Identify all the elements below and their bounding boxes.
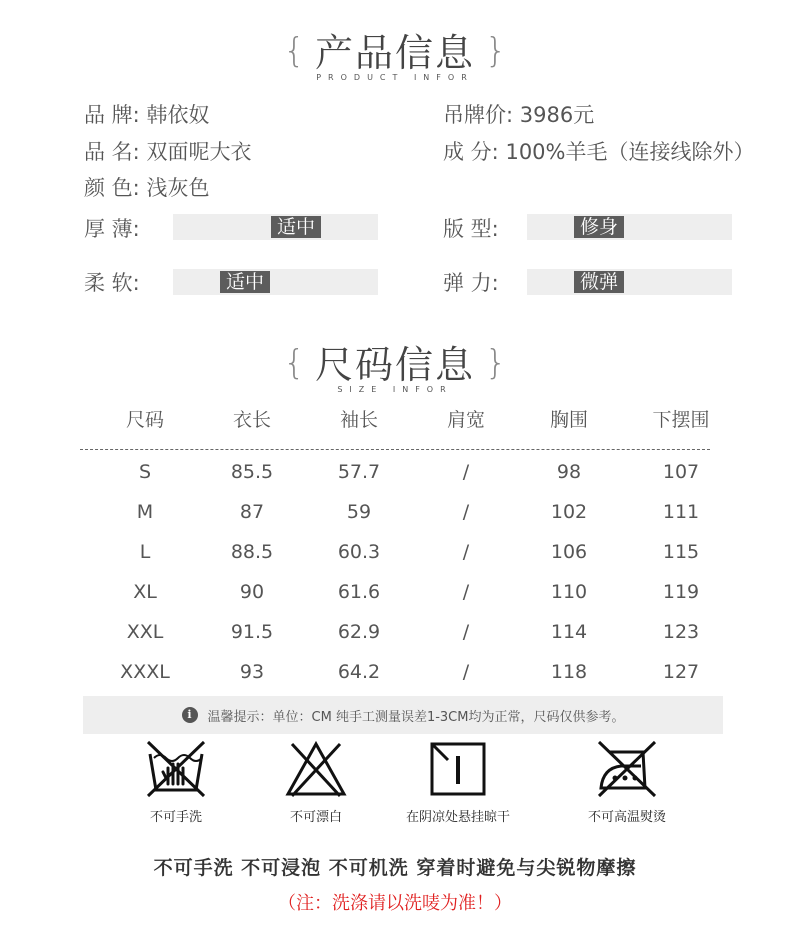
care-item-no-high-temp-iron bbox=[562, 738, 692, 825]
size-info-subtitle: SIZE INFOR bbox=[337, 385, 453, 394]
table-cell: 102 bbox=[550, 501, 588, 523]
table-cell: / bbox=[462, 461, 470, 483]
table-cell: 59 bbox=[346, 501, 372, 523]
left-brace-icon: { bbox=[283, 31, 305, 71]
brand-row bbox=[84, 99, 209, 129]
info-icon: i bbox=[182, 707, 198, 723]
brand-value: 韩依奴 bbox=[146, 103, 210, 127]
product-info-heading bbox=[0, 22, 790, 82]
tip-text: 温馨提示：单位：CM 纯手工测量误差1-3CM均为正常，尺码仅供参考。 bbox=[207, 709, 625, 725]
table-cell: / bbox=[462, 581, 470, 603]
table-cell: / bbox=[462, 661, 470, 683]
care-summary: 不可手洗 不可浸泡 不可机洗 穿着时避免与尖锐物摩擦 bbox=[153, 857, 637, 879]
table-cell: 98 bbox=[556, 461, 582, 483]
table-cell: 90 bbox=[239, 581, 265, 603]
color-label: 颜 色: bbox=[84, 176, 140, 200]
table-cell: 123 bbox=[662, 621, 700, 643]
care-item-no-hand-wash bbox=[111, 738, 241, 825]
table-cell: 91.5 bbox=[230, 621, 274, 643]
right-brace-icon: } bbox=[485, 31, 507, 71]
table-cell: 119 bbox=[662, 581, 700, 603]
color-value: 浅灰色 bbox=[146, 176, 210, 200]
elasticity-scale bbox=[527, 269, 732, 295]
care-label: 不可高温熨烫 bbox=[587, 810, 666, 825]
no-bleach-icon bbox=[284, 738, 348, 800]
product-info-subtitle: PRODUCT INFOR bbox=[316, 73, 474, 82]
table-header: 尺码 bbox=[125, 409, 164, 431]
brand-label: 品 牌: bbox=[84, 103, 140, 127]
table-cell: 93 bbox=[239, 661, 265, 683]
care-label: 不可手洗 bbox=[149, 810, 202, 825]
table-cell: 115 bbox=[662, 541, 700, 563]
table-cell: 111 bbox=[662, 501, 700, 523]
table-cell: 85.5 bbox=[230, 461, 274, 483]
price-label: 吊牌价: bbox=[443, 103, 514, 127]
table-cell: 60.3 bbox=[337, 541, 381, 563]
softness-scale bbox=[173, 269, 378, 295]
no-high-temp-iron-icon bbox=[595, 738, 659, 800]
fit-label: 版 型: bbox=[443, 217, 499, 241]
table-cell: 88.5 bbox=[230, 541, 274, 563]
size-cell-label: XXXL bbox=[120, 661, 170, 683]
table-header: 胸围 bbox=[549, 409, 588, 431]
right-brace-icon: } bbox=[485, 343, 507, 383]
size-cell-label: M bbox=[136, 501, 154, 523]
table-header: 下摆围 bbox=[652, 409, 710, 431]
measurement-tip bbox=[83, 696, 723, 734]
size-info-heading bbox=[0, 334, 790, 394]
table-cell: 118 bbox=[550, 661, 588, 683]
name-label: 品 名: bbox=[84, 140, 140, 164]
care-item-line-dry bbox=[393, 738, 523, 825]
care-label: 在阴凉处悬挂晾干 bbox=[405, 810, 510, 825]
table-cell: 107 bbox=[662, 461, 700, 483]
name-row bbox=[84, 136, 251, 166]
table-cell: 127 bbox=[662, 661, 700, 683]
softness-value-badge: 适中 bbox=[220, 271, 270, 293]
material-row bbox=[443, 136, 755, 166]
size-info-title: 尺码信息 bbox=[314, 343, 475, 387]
table-header: 衣长 bbox=[232, 409, 271, 431]
table-header: 袖长 bbox=[339, 409, 378, 431]
table-cell: / bbox=[462, 621, 470, 643]
table-cell: / bbox=[462, 541, 470, 563]
material-value: 100%羊毛（连接线除外） bbox=[505, 140, 755, 164]
size-cell-label: XL bbox=[133, 581, 157, 603]
product-info-title: 产品信息 bbox=[314, 31, 475, 75]
table-header: 肩宽 bbox=[446, 409, 485, 431]
table-cell: 114 bbox=[550, 621, 588, 643]
care-item-no-bleach bbox=[251, 738, 381, 825]
thickness-value-badge: 适中 bbox=[271, 216, 321, 238]
fit-scale bbox=[527, 214, 732, 240]
table-cell: 57.7 bbox=[337, 461, 381, 483]
no-hand-wash-icon bbox=[144, 738, 208, 800]
line-dry-in-shade-icon bbox=[426, 738, 490, 800]
table-cell: 110 bbox=[550, 581, 588, 603]
table-cell: 62.9 bbox=[337, 621, 381, 643]
left-brace-icon: { bbox=[283, 343, 305, 383]
size-cell-label: S bbox=[138, 461, 152, 483]
price-row bbox=[443, 99, 594, 129]
table-cell: 61.6 bbox=[337, 581, 381, 603]
care-note: （注：洗涤请以洗唛为准！） bbox=[278, 893, 512, 914]
size-cell-label: L bbox=[139, 541, 151, 563]
elasticity-value-badge: 微弹 bbox=[574, 271, 624, 293]
elasticity-label: 弹 力: bbox=[443, 271, 499, 295]
table-cell: 64.2 bbox=[337, 661, 381, 683]
material-label: 成 分: bbox=[443, 140, 499, 164]
thickness-scale bbox=[173, 214, 378, 240]
table-divider bbox=[80, 449, 710, 450]
size-cell-label: XXL bbox=[126, 621, 164, 643]
table-cell: 106 bbox=[550, 541, 588, 563]
table-cell: / bbox=[462, 501, 470, 523]
color-row bbox=[84, 172, 209, 202]
price-value: 3986元 bbox=[519, 103, 595, 127]
table-cell: 87 bbox=[239, 501, 265, 523]
fit-value-badge: 修身 bbox=[574, 216, 624, 238]
softness-label: 柔 软: bbox=[84, 271, 140, 295]
thickness-label: 厚 薄: bbox=[84, 217, 140, 241]
care-label: 不可漂白 bbox=[289, 810, 342, 825]
name-value: 双面呢大衣 bbox=[146, 140, 252, 164]
